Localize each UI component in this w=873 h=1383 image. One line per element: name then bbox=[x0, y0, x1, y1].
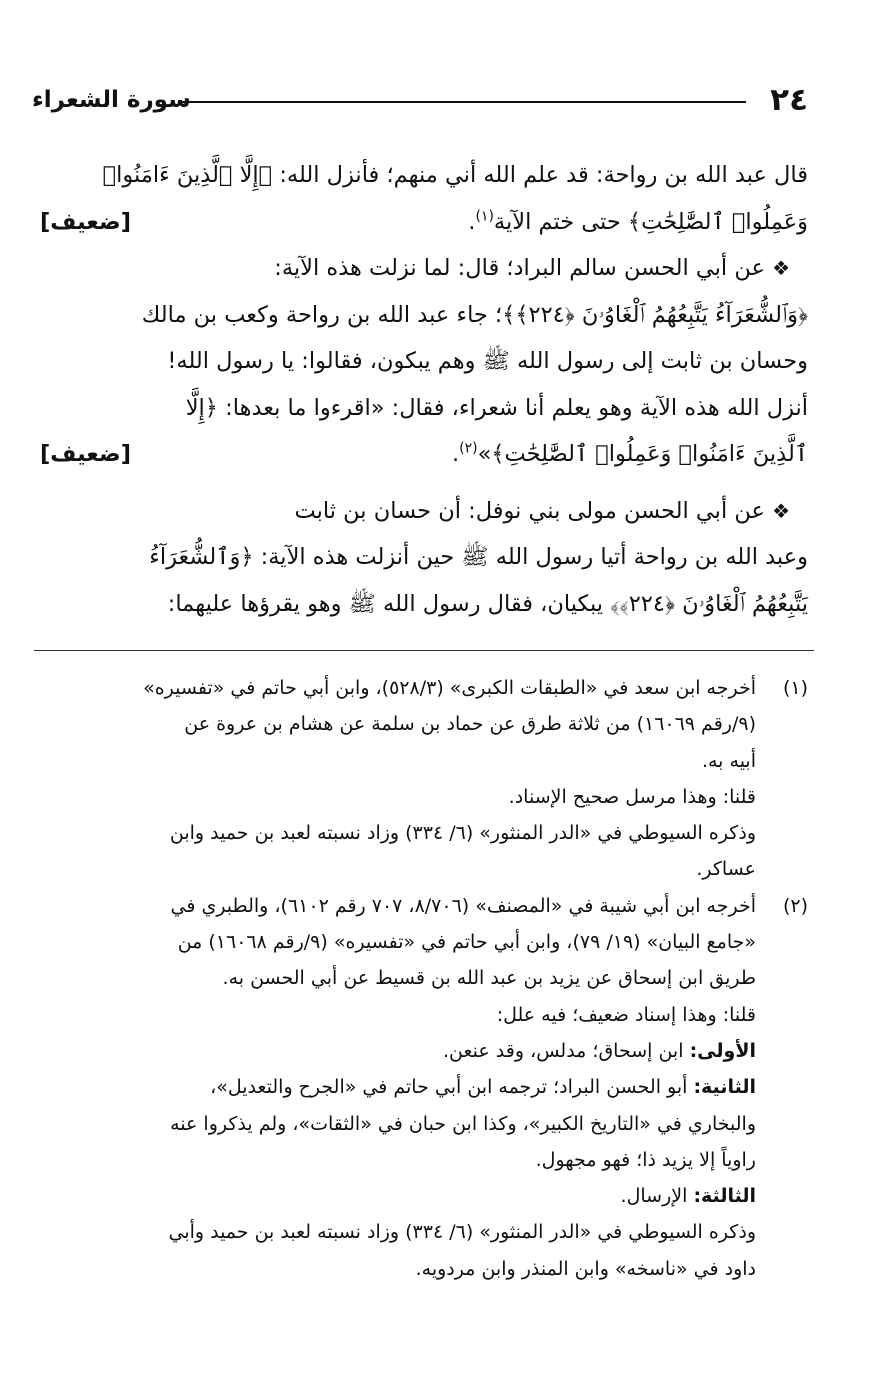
grade-label: [ضعيف] bbox=[40, 208, 131, 235]
text-line: ﴿وَٱلشُّعَرَآءُ يَتَّبِعُهُمُ ٱلْغَاوُۥنَ ﴿٢٢٤﴾﴾؛ جاء عبد الله بن رواحة وكعب بن مالك bbox=[141, 301, 808, 328]
footnote-separator bbox=[34, 650, 814, 651]
footnote-line: والبخاري في «التاريخ الكبير»، وكذا ابن حبان في «الثقات»، ولم يذكروا عنه bbox=[170, 1112, 756, 1135]
footnote-body bbox=[40, 888, 756, 1287]
footnote-ref[interactable]: (٢) bbox=[459, 440, 478, 457]
text-line: وَعَمِلُوا۟ ٱلصَّٰلِحَٰتِ﴾ حتى ختم الآية bbox=[493, 208, 808, 235]
footnote-body bbox=[40, 670, 756, 888]
paragraph-marker-icon: ❖ bbox=[772, 498, 790, 523]
text-line: عن أبي الحسن سالم البراد؛ قال: لما نزلت هذه الآية: bbox=[274, 255, 765, 281]
text-line: قال عبد الله بن رواحة: قد علم الله أني منهم؛ فأنزل الله: ﴿إِلَّا ٱلَّذِينَ ءَامَنُوا۟ bbox=[102, 162, 808, 188]
footnote-2 bbox=[40, 888, 808, 1287]
footnote-line: وذكره السيوطي في «الدر المنثور» (٦/ ٣٣٤) وزاد نسبته لعبد بن حميد وابن bbox=[169, 822, 756, 845]
footnote-label: الثانية: bbox=[693, 1076, 756, 1099]
text-line: يَتَّبِعُهُمُ ٱلْغَاوُۥنَ ﴿٢٢٤﴾﴾ يبكيان، فقال رسول الله ﷺ وهو يقرؤها عليهما: bbox=[167, 590, 808, 617]
main-text bbox=[40, 152, 808, 627]
grade-label: [ضعيف] bbox=[40, 441, 131, 467]
header-rule bbox=[180, 101, 746, 103]
footnote-line: عساكر. bbox=[696, 858, 756, 881]
footnote-line: (٩/رقم ١٦٠٦٩) من ثلاثة طرق عن حماد بن سلمة عن هشام بن عروة عن bbox=[184, 713, 756, 736]
footnote-ref[interactable]: (١) bbox=[475, 208, 494, 224]
footnote-line: ابن إسحاق؛ مدلس، وقد عنعن. bbox=[443, 1039, 684, 1062]
paragraph-marker-icon: ❖ bbox=[772, 256, 790, 280]
text-line: ٱلَّذِينَ ءَامَنُوا۟ وَعَمِلُوا۟ ٱلصَّٰلِحَٰتِ﴾» bbox=[477, 441, 808, 467]
text-line: وحسان بن ثابت إلى رسول الله ﷺ وهم يبكون، فقالوا: يا رسول الله! bbox=[167, 348, 808, 374]
footnote-number: (٢) bbox=[782, 894, 808, 917]
footnote-line: أبو الحسن البراد؛ ترجمه ابن أبي حاتم في «الجرح والتعديل»، bbox=[210, 1076, 688, 1099]
footnote-label: الأولى: bbox=[689, 1039, 756, 1062]
paragraph-2 bbox=[40, 245, 808, 478]
footnote-line: داود في «ناسخه» وابن المنذر وابن مردويه. bbox=[415, 1257, 756, 1280]
footnotes bbox=[40, 670, 808, 1287]
footnote-line: طريق ابن إسحاق عن يزيد بن عبد الله بن قسيط عن أبي الحسن به. bbox=[222, 967, 756, 990]
footnote-line: أخرجه ابن سعد في «الطبقات الكبرى» (٥٢٨/٣)، وابن أبي حاتم في «تفسيره» bbox=[143, 677, 756, 699]
footnote-label: الثالثة: bbox=[693, 1185, 756, 1208]
page-header bbox=[32, 80, 808, 120]
footnote-1 bbox=[40, 670, 808, 888]
footnote-line: وذكره السيوطي في «الدر المنثور» (٦/ ٣٣٤) وزاد نسبته لعبد بن حميد وأبي bbox=[168, 1221, 756, 1244]
footnote-line: أخرجه ابن أبي شيبة في «المصنف» (٨/٧٠٦، ٧٠٧ رقم ٦١٠٢)، والطبري في bbox=[170, 894, 756, 917]
surah-name: سورة الشعراء bbox=[32, 87, 191, 113]
footnote-line: قلنا: وهذا مرسل صحيح الإسناد. bbox=[508, 785, 756, 808]
footnote-number: (١) bbox=[782, 677, 808, 699]
text-line: . bbox=[468, 208, 476, 235]
page-number: ٢٤ bbox=[770, 82, 808, 118]
text-line: أنزل الله هذه الآية وهو يعلم أنا شعراء، فقال: «اقرءوا ما بعدها: ﴿إِلَّا bbox=[185, 394, 808, 421]
paragraph-1 bbox=[40, 152, 808, 245]
paragraph-3 bbox=[40, 488, 808, 628]
footnote-line: راوياً إلا يزيد ذا؛ فهو مجهول. bbox=[535, 1148, 756, 1171]
footnote-line: أبيه به. bbox=[701, 749, 756, 772]
text-line: عن أبي الحسن مولى بني نوفل: أن حسان بن ثابت bbox=[294, 497, 765, 524]
footnote-line: قلنا: وهذا إسناد ضعيف؛ فيه علل: bbox=[496, 1003, 756, 1026]
text-line: وعبد الله بن رواحة أتيا رسول الله ﷺ حين أنزلت هذه الآية: ﴿وَٱلشُّعَرَآءُ bbox=[149, 544, 808, 570]
footnote-line: «جامع البيان» (١٩/ ٧٩)، وابن أبي حاتم في «تفسيره» (٩/رقم ١٦٠٦٨) من bbox=[177, 931, 756, 954]
text-line: . bbox=[451, 441, 460, 467]
footnote-line: الإرسال. bbox=[620, 1185, 688, 1208]
